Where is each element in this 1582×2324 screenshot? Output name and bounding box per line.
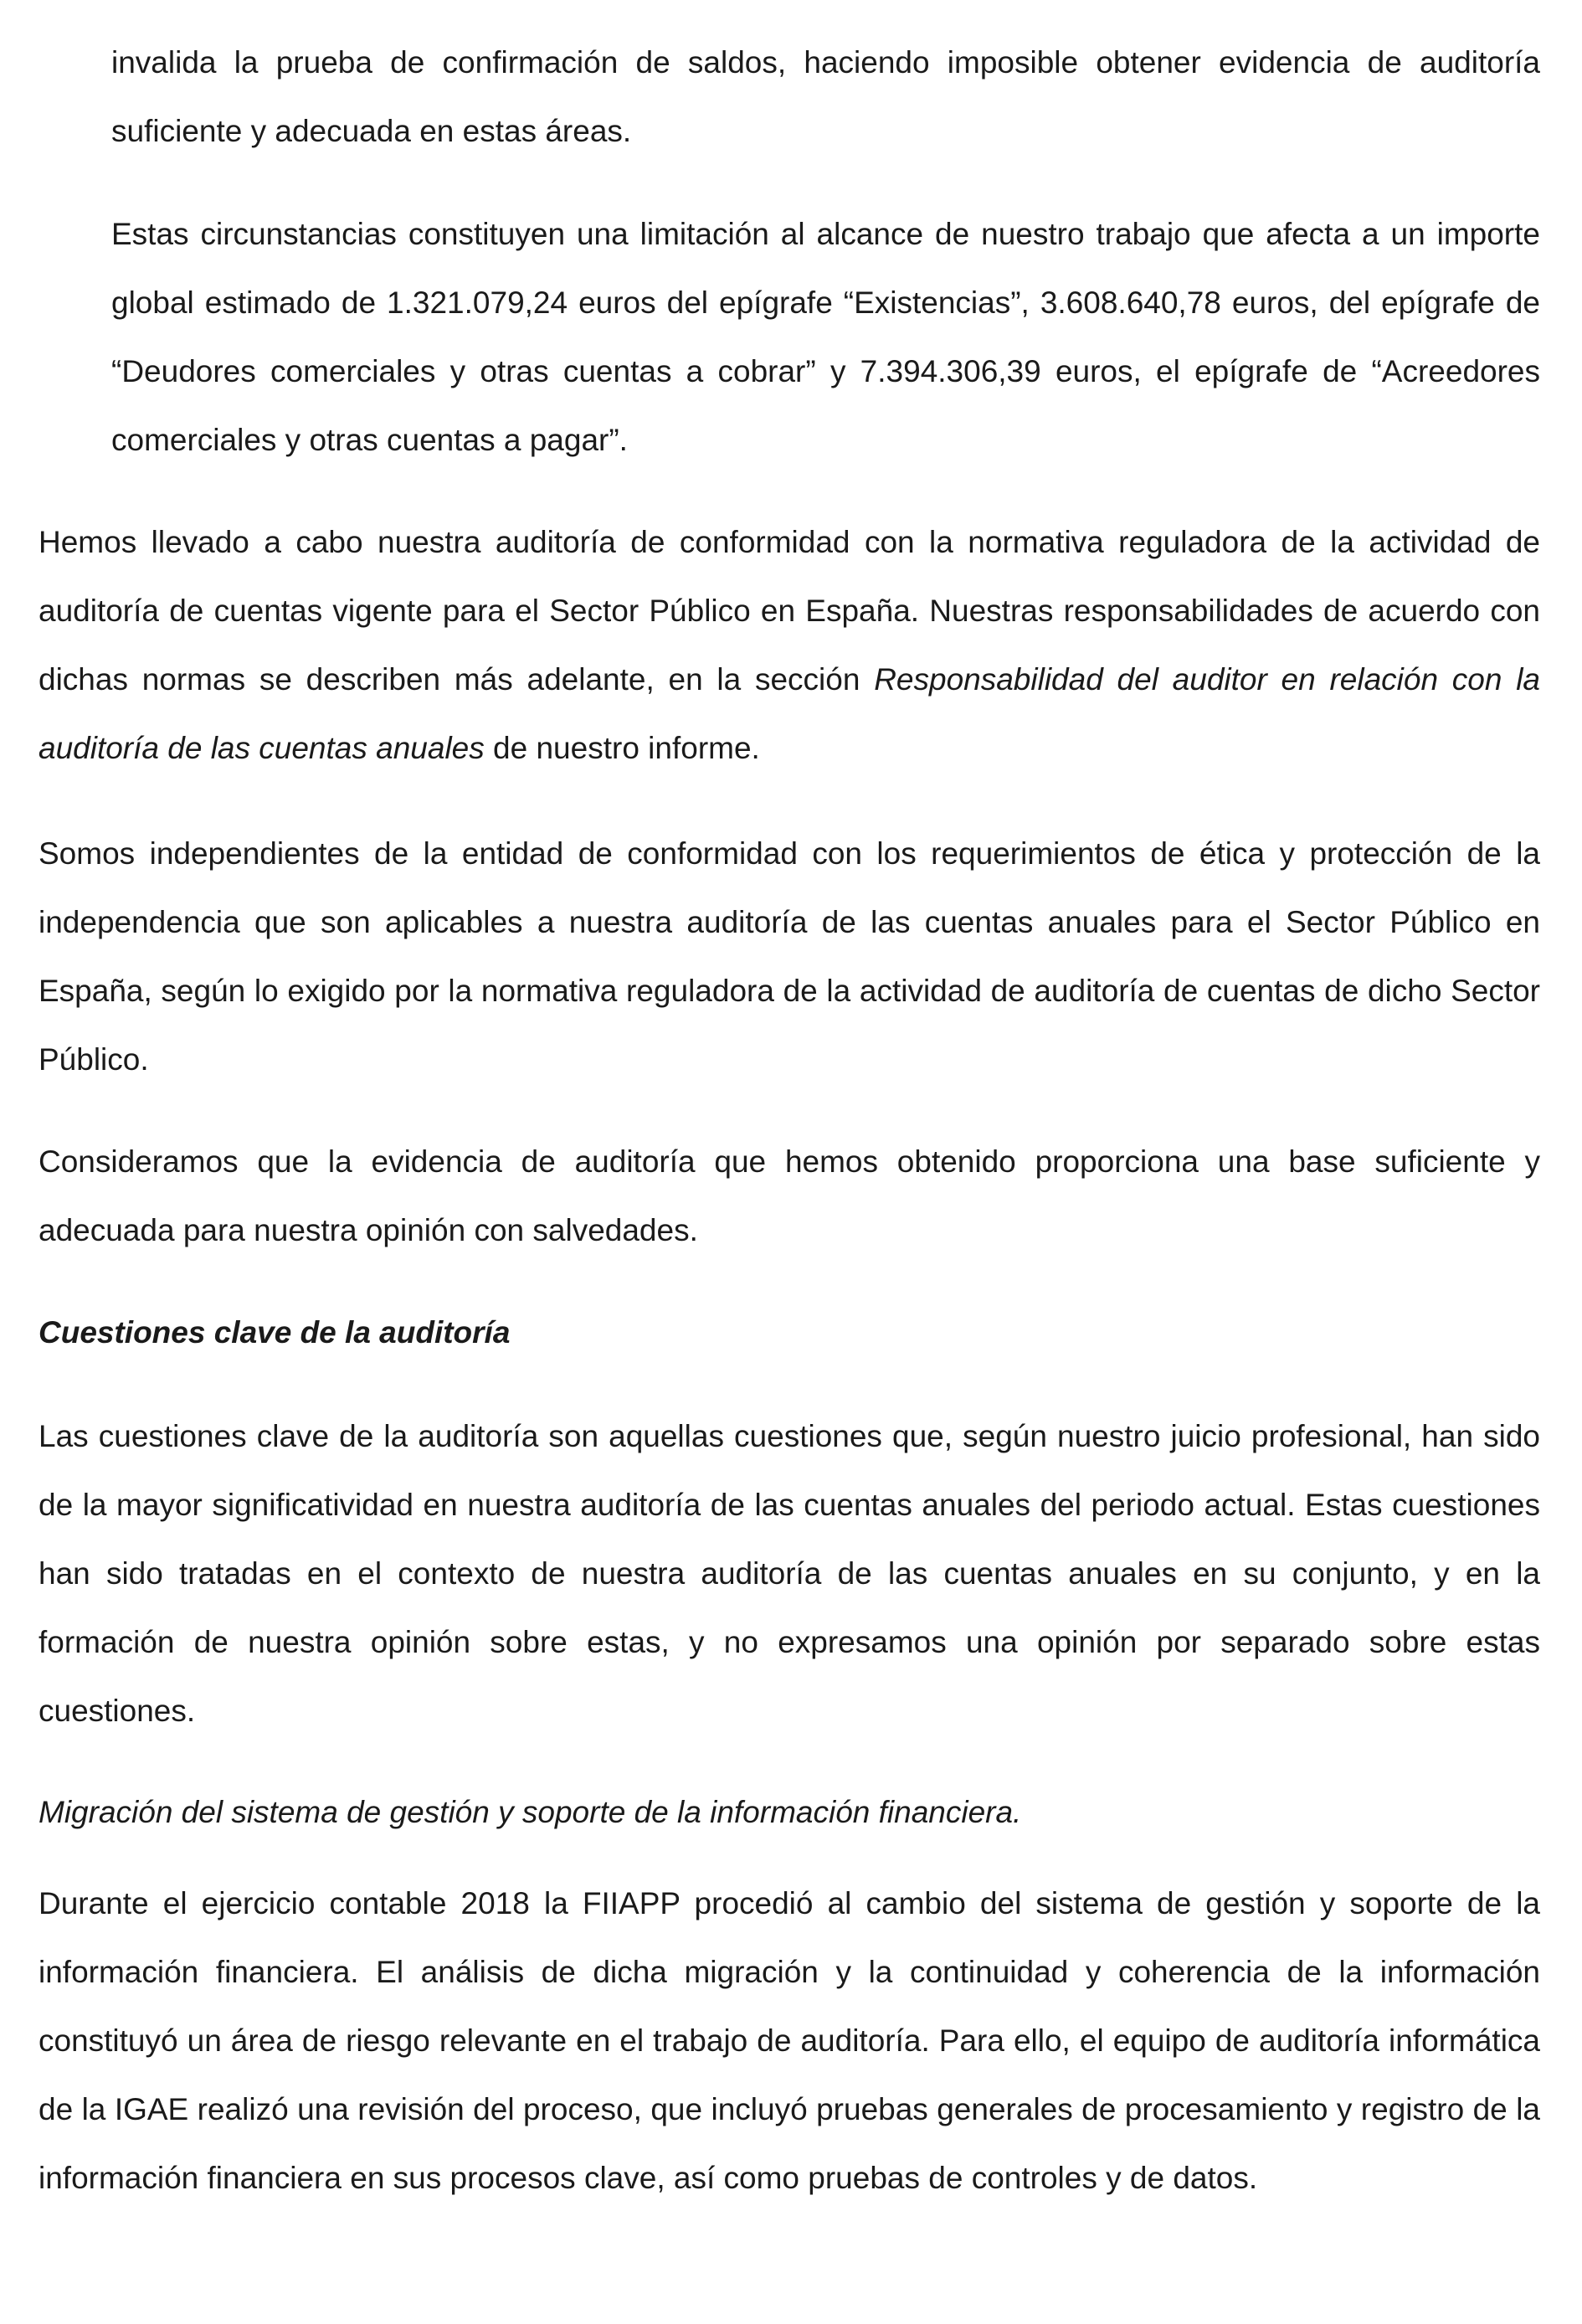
paragraph-audit-standards [39,508,1540,783]
heading-key-audit-matters: Cuestiones clave de la auditoría [39,1315,511,1350]
paragraph-confirmation-test: invalida la prueba de confirmación de saldos, haciendo imposible obtener evidencia de auditoría suficiente y adecuada en estas áreas. [111,45,1540,148]
auditor-responsibility-section-reference: Responsabilidad del auditor en relación con la auditoría de las cuentas anuales [39,662,1541,765]
paragraph-scope-limitation: Estas circunstancias constituyen una limitación al alcance de nuestro trabajo que afecta a un importe global estimado de 1.321.079,24 euros del epígrafe “Existencias”, 3.608.640,78 euros, del epígrafe de “Deudores comerciales y otras cuentas a cobrar” y 7.394.306,39 euros, el epígrafe de “Acreedores comerciales y otras cuentas a pagar”. [111,217,1540,457]
heading-system-migration: Migración del sistema de gestión y soporte de la información financiera. [39,1795,1022,1829]
paragraph-key-audit-matters: Las cuestiones clave de la auditoría son aquellas cuestiones que, según nuestro juicio profesional, han sido de la mayor significatividad en nuestra auditoría de las cuentas anuales del periodo actual. Estas cuestiones han sido tratadas en el contexto de nuestra auditoría de las cuentas anuales en su conjunto, y en la formación de nuestra opinión sobre estas, y no expresamos una opinión por separado sobre estas cuestiones. [39,1419,1540,1728]
paragraph-independence: Somos independientes de la entidad de conformidad con los requerimientos de ética y protección de la independencia que son aplicables a nuestra auditoría de las cuentas anuales para el Sector Público en España, según lo exigido por la normativa reguladora de la actividad de auditoría de cuentas de dicho Sector Público. [39,836,1540,1077]
paragraph-audit-standards-text-end: de nuestro informe. [484,731,760,765]
paragraph-audit-standards-text-start: Hemos llevado a cabo nuestra auditoría de conformidad con la normativa reguladora de la actividad de auditoría de cuentas vigente para el Sector Público en España. Nuestras responsabilidades de acuerdo con dichas normas se describen más adelante, en la sección [39,525,1540,697]
paragraph-system-migration: Durante el ejercicio contable 2018 la FIIAPP procedió al cambio del sistema de gestión y soporte de la información financiera. El análisis de dicha migración y la continuidad y coherencia de la información constituyó un área de riesgo relevante en el trabajo de auditoría. Para ello, el equipo de auditoría informática de la IGAE realizó una revisión del proceso, que incluyó pruebas generales de procesamiento y registro de la información financiera en sus procesos clave, así como pruebas de controles y de datos. [39,1886,1540,2195]
paragraph-sufficient-evidence: Consideramos que la evidencia de auditoría que hemos obtenido proporciona una base suficiente y adecuada para nuestra opinión con salvedades. [39,1144,1540,1247]
